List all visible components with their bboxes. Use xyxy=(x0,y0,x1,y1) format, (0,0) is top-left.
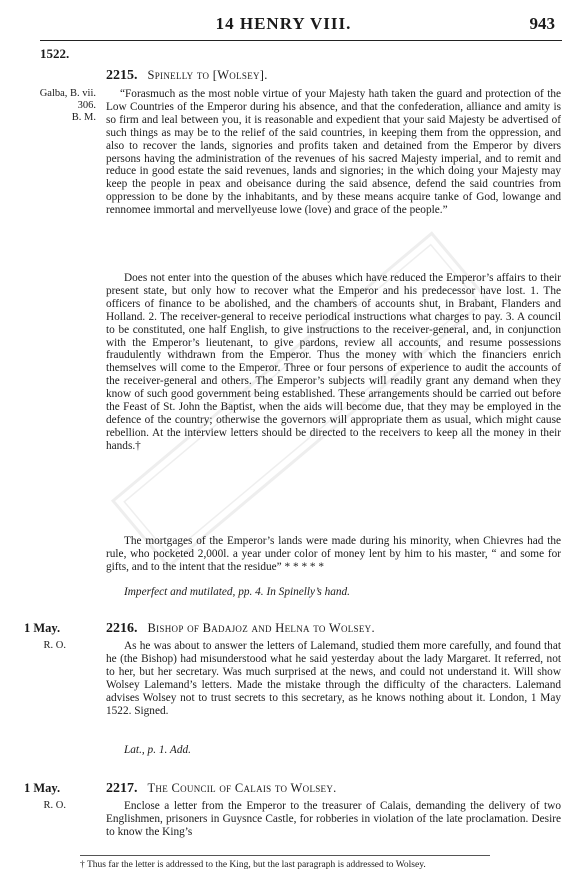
margin-reference-2216 xyxy=(6,640,66,652)
entry-paragraph: As he was about to answer the letters of Lalemand, studied them more carefully, and found that he (the Bishop) had misunderstood what he said yesterday about the lady Margaret. It referred, not to her, but her secretary. Was much surprised at the news, and could not understand it. Will show Wolsey Lalemand’s letters. Made the mistake through the difficulty of the characters. Lalemand advises Wolsey not to trust secrets to this secretary, as he knows nothing about it. London, 1 May 1522. Signed. xyxy=(106,640,561,717)
entry-heading-2216 xyxy=(106,621,375,637)
margin-ref-line: R. O. xyxy=(43,640,66,651)
margin-ref-line: B. M. xyxy=(71,112,96,123)
page-number: 943 xyxy=(529,14,555,33)
margin-reference-2215 xyxy=(6,88,96,124)
entry-paragraph: The mortgages of the Emperor’s lands were made during his minority, when Chievres had the rule, who pocketed 2,000l. a year under color of money lent by him to his master, “ and some for gifts, and to the intent that the residue” * * * * * xyxy=(106,535,561,573)
entry-title: The Council of Calais to Wolsey. xyxy=(147,781,337,795)
entry-heading-2215 xyxy=(106,68,268,84)
entry-paragraph: Enclose a letter from the Emperor to the treasurer of Calais, demanding the delivery of two Englishmen, prisoners in Guysnce Castle, for robberies in violation of the late proclamation. Desire to know the King’s xyxy=(106,800,561,838)
margin-ref-line: 306. xyxy=(77,100,96,111)
margin-date-2217: 1 May. xyxy=(24,781,61,795)
margin-ref-line: Galba, B. vii. xyxy=(39,88,96,99)
entry-number: 2216. xyxy=(106,621,138,636)
entry-title: Spinelly to [Wolsey]. xyxy=(147,68,268,82)
margin-ref-line: R. O. xyxy=(43,800,66,811)
entry-paragraph: Does not enter into the question of the abuses which have reduced the Emperor’s affairs to their present state, but only how to recover what the Emperor and his predecessor have lost. 1. The officers of finance to be abolished, and the chambers of accounts shut, in Brabant, Flanders and Holland. 2. The receiver-general to receive periodical instructions what charges to pay. 3. A council to be constituted, one half English, to give instructions to the receiver-general, and, in conjunction with the Emperor’s lieutenant, to give pardons, review all accounts, and resume possessions fraudulently withdrawn from the Emperor. Thus the money with which the financiers enrich themselves will come to the Emperor. Three or four persons of experience to audit the accounts of the receiver-general and others. The Emperor’s subjects will readily grant any demand when they know of such good government being established. These arrangements should be carried out before the Feast of St. John the Baptist, when the aids will become due, that they may be employed in the defence of the country; otherwise the governors will appropriate them as usual, which might cause rebellion. At the interview letters should be directed to the receivers to keep all the money in their hands.† xyxy=(106,272,561,452)
entry-heading-2217 xyxy=(106,781,337,797)
entry-signature: Lat., p. 1. Add. xyxy=(124,744,191,756)
running-head xyxy=(0,10,567,38)
margin-reference-2217 xyxy=(6,800,66,812)
margin-date-2216: 1 May. xyxy=(24,621,61,635)
header-rule xyxy=(40,40,562,41)
entry-number: 2217. xyxy=(106,781,138,796)
entry-paragraph: “Forasmuch as the most noble virtue of your Majesty hath taken the guard and protection of the Low Countries of the Emperor during his absence, and that the confederation, alliance and amity is so firm and leal between you, it is reasonable and expedient that your said Majesty be advertised of such things as may be to the relief of the said countries, in keeping them from the oppression, and also to recover the lands, signories and profits taken and detained from the Emperor by divers persons having the administration of the revenues of his sacred Majesty imperial, and to remit and reduce in good estate the said revenues, lands and signories; in the which doing your Majesty may keep the people in peax and obeisance during the said absence, defend the said countries from oppression to be done by the inhabitants, and by these means acquire tanke of God, lowange and rennomee immortal and mervellyeuse lowe (love) and grace of the people.” xyxy=(106,88,561,217)
margin-year: 1522. xyxy=(40,46,70,61)
entry-title: Bishop of Badajoz and Helna to Wolsey. xyxy=(147,621,375,635)
entry-number: 2215. xyxy=(106,68,138,83)
running-title: 14 HENRY VIII. xyxy=(215,14,352,33)
footnote: † Thus far the letter is addressed to the King, but the last paragraph is addressed to Wolsey. xyxy=(80,860,426,870)
entry-signature: Imperfect and mutilated, pp. 4. In Spinelly’s hand. xyxy=(124,586,351,598)
footnote-rule xyxy=(80,855,490,856)
